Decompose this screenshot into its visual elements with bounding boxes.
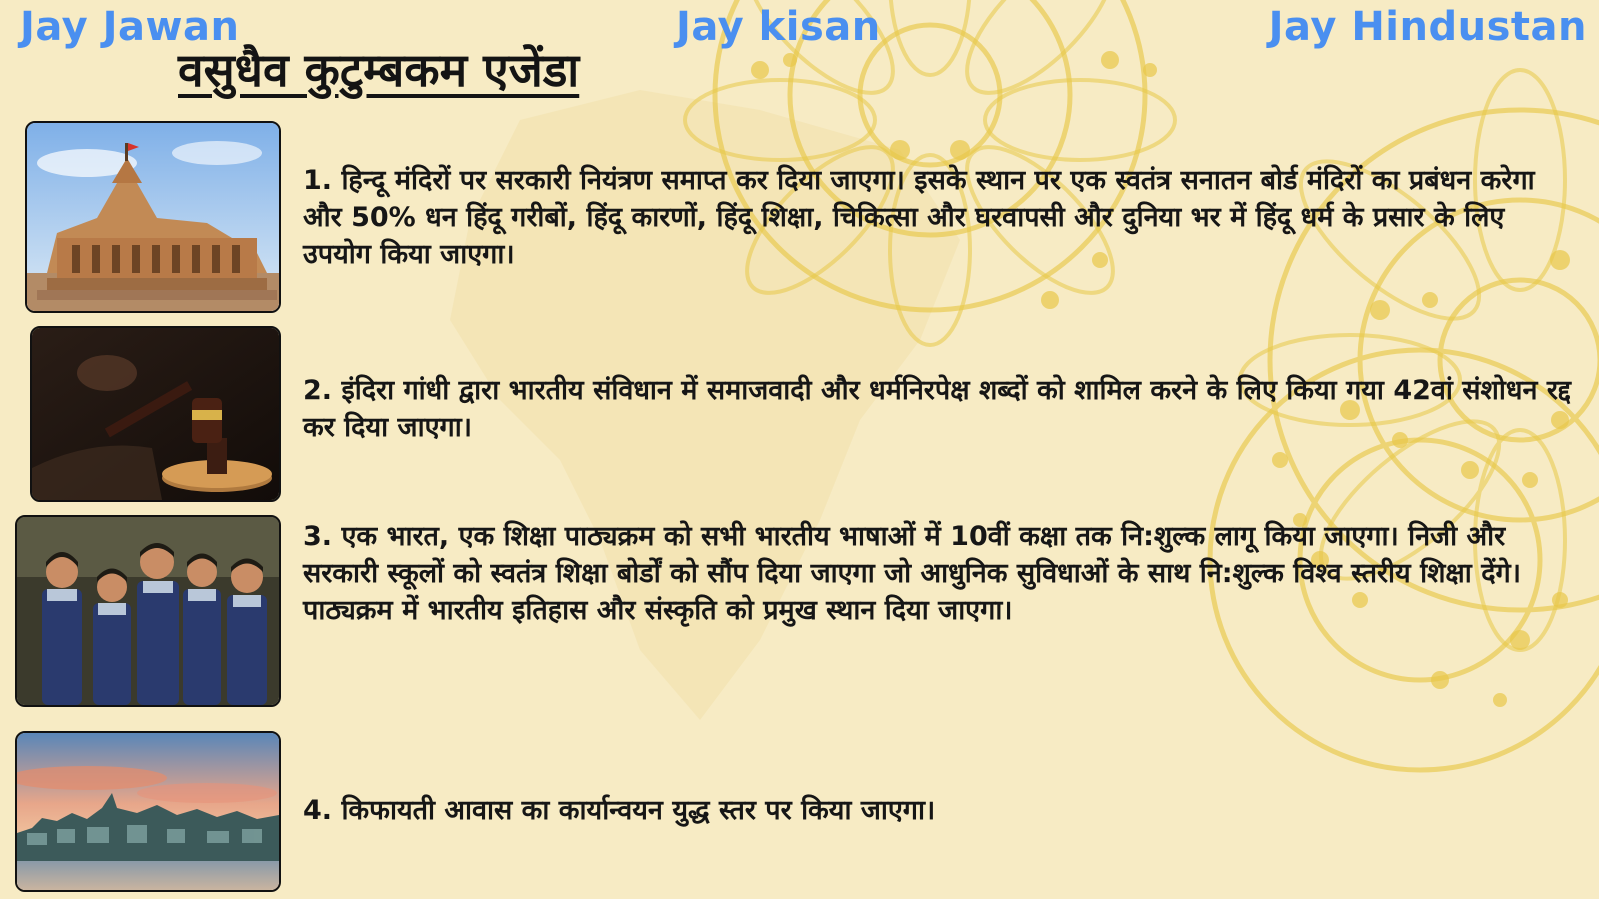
schoolchildren-photo	[15, 515, 281, 707]
page-title: वसुधैव कुटुम्बकम एजेंडा	[178, 43, 580, 97]
agenda-point-3: 3. एक भारत, एक शिक्षा पाठ्यक्रम को सभी भारतीय भाषाओं में 10वीं कक्षा तक नि:शुल्क लागू किया जाएगा। निजी और सरकारी स्कूलों को स्वतंत्र शिक्षा बोर्डों को सौंप दिया जाएगा जो आधुनिक सुविधाओं के साथ नि:शुल्क विश्व स्तरीय शिक्षा देंगे। पाठ्यक्रम में भारतीय इतिहास और संस्कृति को प्रमुख स्थान दिया जाएगा।	[303, 521, 1521, 626]
temple-photo	[25, 121, 281, 313]
agenda-point-1: 1. हिन्दू मंदिरों पर सरकारी नियंत्रण समाप्त कर दिया जाएगा। इसके स्थान पर एक स्वतंत्र सनातन बोर्ड मंदिरों का प्रबंधन करेगा और 50% धन हिंदू गरीबों, हिंदू कारणों, हिंदू शिक्षा, चिकित्सा और घरवापसी और दुनिया भर में हिंदू धर्म के प्रसार के लिए उपयोग किया जाएगा।	[303, 165, 1535, 270]
slogan-jay-hindustan: Jay Hindustan	[1268, 4, 1587, 50]
agenda-point-4: 4. किफायती आवास का कार्यान्वयन युद्ध स्तर पर किया जाएगा।	[303, 795, 936, 826]
riverside-city-photo	[15, 731, 281, 892]
agenda-point-2: 2. इंदिरा गांधी द्वारा भारतीय संविधान में समाजवादी और धर्मनिरपेक्ष शब्दों को शामिल करने के लिए किया गया 42वां संशोधन रद्द कर दिया जाएगा।	[303, 375, 1572, 443]
slogan-jay-kisan: Jay kisan	[676, 4, 881, 50]
gavel-photo	[30, 326, 281, 502]
slogan-jay-jawan: Jay Jawan	[20, 4, 240, 50]
